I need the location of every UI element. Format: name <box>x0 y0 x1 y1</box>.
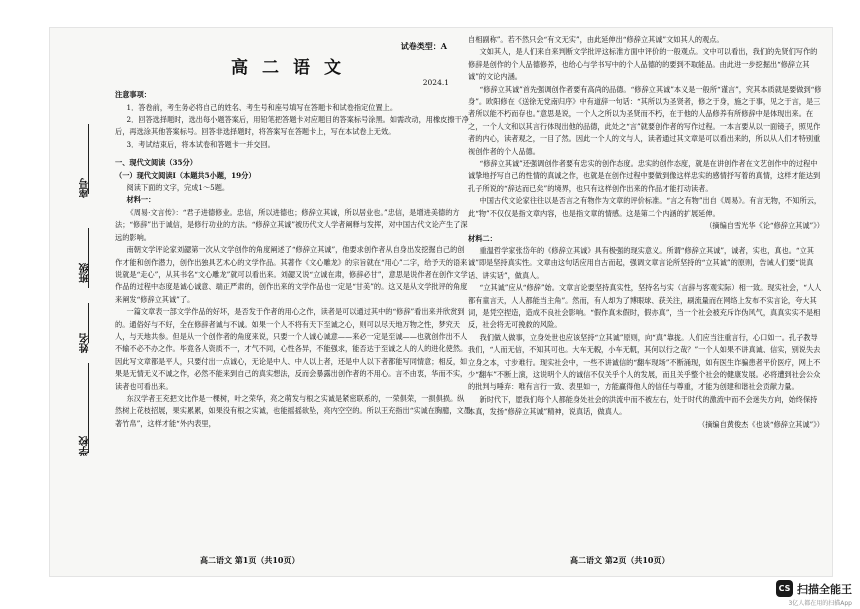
paragraph: 东汉学者王充把文比作是一棵树，叶之荣华，亮之萌发与根之实诚是紧密联系的，一荣俱荣，一损俱损。纵然树上花枝招展，果实累累，如果没有根之实诚，也能摇摇欲坠，亮内空空的。所以王充指出“实诚在胸臆，文墨著竹帛”，这样才能“外内表里， <box>115 393 471 428</box>
paragraph: 自相副称”。若不然只会“有文无实”，由此延伸出“修辞立其诚”文如其人的观点。 <box>468 35 724 44</box>
paper-type: 试卷类型：A <box>400 41 447 51</box>
exam-sheet <box>50 28 832 576</box>
camscanner-logo-icon: CS <box>776 580 793 597</box>
page-footer-left: 高二语文 第1页（共10页） <box>200 555 300 565</box>
class-label: 班级 <box>80 263 91 283</box>
instruction: 阅读下面的文字，完成1～5题。 <box>126 183 230 193</box>
paragraph: 重温哲学家张岱年的《修辞立其诚》具有极强的现实意义。所谓“修辞立其诚”，诚者，实也，真也。“立其诚”即是坚持真实性。文章由这句话应用自古而起，强调文章言论所坚持的“立其诚”的原则，告诫人们要“说真话、讲实话”，做真人。 <box>468 245 814 280</box>
paragraph: “立其诚”应从“修辞”始。文章言论要坚持真实性，坚持名与实（言辞与客观实际）相一致。现实社会，“人人都有童言天，人人都能当主角”。然而，有人却为了博眼球、获关注，刷流量而在网络上发布不实言论，夸大其词，是凭空捏造，造成不良社会影响。“假作真未假时，假亦真”，当一个社会被充斥诈伪风气，真真实实不是相反，社会将无可挽救的风险。 <box>468 283 822 330</box>
right-page <box>468 34 824 431</box>
source-citation-2: （摘编自黄俊杰《也谈“修辞立其诚”》） <box>698 419 824 429</box>
notice-1: 1．答卷前，考生务必将自己的姓名、考生号和座号填写在答题卡和试卷指定位置上。 <box>126 102 398 112</box>
exam-date: 2024.1 <box>422 77 449 87</box>
subsection-heading: （一）现代文阅读Ⅰ（本题共5小题，19分） <box>115 170 256 180</box>
paragraph: 南朝文学评论家刘勰第一次从文学创作的角度阐述了“修辞立其诚”，他要求创作者从自身出发挖掘自己的创作才能和创作潜力，创作出独具艺术心的文学作品。其著作《文心雕龙》的宗旨就在“用心”二字，给予天的语来说就是“走心”，从其书名“文心雕龙”就可以看出来。刘勰又说“立诚在肃，修辞必甘”，意思是说作者在创作文学作品的过程中态度是诚心诚意、端正严肃的，创作出来的文学作品也一定是“甘美”的。这又是从文学批评的角度来阐发“修辞立其诚”了。 <box>115 245 468 304</box>
seat-label: 座号 <box>80 178 91 198</box>
binding-margin <box>60 28 120 576</box>
notice-3: 3．考试结束后，将本试卷和答题卡一并交回。 <box>126 139 275 149</box>
left-page <box>115 34 471 430</box>
scanner-watermark <box>776 580 852 597</box>
source-citation-1: （摘编自雪光华《论“修辞立其诚”》） <box>705 221 824 231</box>
exam-title: 高二语文 <box>231 58 355 79</box>
material-1-label: 材料一： <box>126 195 156 205</box>
watermark-brand: 扫描全能王 <box>797 582 852 596</box>
notice-2: 2．回答选择题时，选出每小题答案后，用铅笔把答题卡对应题目的答案标号涂黑。如需改动，用橡皮擦干净后，再选涂其他答案标号。回答非选择题时，将答案写在答题卡上，写在本试卷上无效。 <box>115 115 469 137</box>
material-2-label: 材料二： <box>468 233 497 243</box>
paragraph: 《周易·文言传》：“君子进德修业。忠信，所以进德也；修辞立其诚，所以居业也。”忠信，是增进美德的方法；“修辞”出于诚信，是修行功业的方法。“修辞立其诚”被历代文人学者阐释与发挥，对中国古代文论产生了深远的影响。 <box>115 207 468 242</box>
school-label: 学校 <box>80 436 91 456</box>
paragraph: 我们做人做事，立身处世也应该坚持“立其诚”原则，向“真”靠拢。人们应当注重言行，心口如一。孔子教导我们，“人而无信，不知其可也。大车无輗，小车无軏，其何以行之哉？”一个人如果不讲真诚、信实，别说失去立身之本，寸步难行。现实社会中，一些不讲诚信的“翻车现场”不断涌现，如有医生诈骗患者平价医疗，网上不少“翻车”不断上演，这说明个人的诚信不仅关乎个人的发展，而且关乎整个社会的健康发展。必将遭到社会公众的批判与唾弃：唯有言行一致、表里如一，方能赢得他人的信任与尊重，才能为创建和谐社会贡献力量。 <box>468 332 821 392</box>
watermark-subtitle: 3亿人都在用的扫描App <box>788 600 852 607</box>
paragraph: 文如其人，是人们来自来判断文学批评这标准方面中评价的一般观点。文中可以看出，我们的先贤们写作的修辞是创作的个人品德修养，也给心与学书写中的个人品德的的要到不取能品。由此进一步挖掘出“修辞立其诚”的文论内涵。 <box>468 47 818 82</box>
paragraph: 中国古代文论家往往以是否言之有物作为文章的评价标准。“言之有物”出自《周易》。有言无物，不知所云，此“物”不仅仅是指文章内容，也是指文章的情感。这是第二个内涵的扩展延伸。 <box>468 196 822 218</box>
notice-heading: 注意事项： <box>115 90 151 100</box>
paragraph: “修辞立其诚”首先强调创作者要有高尚的品德。“修辞立其诚”本义是一般所“谨言”，究其本质就是要做到“修身”。欧阳修在《送徐无党南归序》中有道辞一句话：“其所以为圣贤者，修之于身，施之于事，见之于言，是三者所以能不朽而存也。”意思是说，一个人之所以为圣贤而不朽，在于他的人品修养有所修辞中是体现出来。在之，一个人文和以其言行体现出他的品德，此处之“言”就要创作者的写作过程。一本言要从以一面镜子，照见作者的内心，读者观之，一目了然。因此一个人的文与人，读者通过其文章是可以看出来的，所以从人们才特别重视创作者的个人品德。 <box>468 84 822 156</box>
name-label: 姓名 <box>80 333 91 353</box>
paragraph: “修辞立其诚”还强调创作者要有忠实的创作态度。忠实的创作态度，就是在讲创作者在文艺创作中的过程中诚挚地抒写自己的性情的真诚之作，也就是在创作过程中要做到像这样忠实的感情抒写着的真情，这样才能达到孔子所说的“辞达而已矣”的境界，也只有这样创作出来的作品才能打动读者。 <box>468 159 821 193</box>
paragraph: 新时代下，愿我们每个人都能身处社会的洪流中而不被左右，处于时代的激流中而不会迷失方向，始终保持本真，发扬“修辞立其诚”精神，说真话，做真人。 <box>468 394 818 417</box>
section-heading: 一、现代文阅读（35分） <box>115 158 197 168</box>
page-footer-right: 高二语文 第2页（共10页） <box>570 555 670 565</box>
paragraph: 一篇文章表一部文学作品的好坏，是否发于作者的用心之作，读者是可以通过其中的“修辞”看出来并欣赏到的。通俗好与不好，全在修辞者诚与不诚。如果一个人不将有天下至诚之心，则可以尽天地万物之性，梦究天人，与天地共参。但是从一个创作者的角度来说，只要一个人诚心诚意——来必一定是至诚——也就创作出不人不输不必不办之作。毕竟各人资质不一，才气不同，心性各异，不能强求，能否达于至诚之人的人的进化使然。因此写文章都是平人，只要付出一点诚心，无论是中人、中人以上者，还是中人以下者都能写同情意；相反，如果是无情无义不诚之作，必然不能来到自己的真实想法，反而会暴露出创作者的不用心。言不由衷，华而不实，读者也可看出来。 <box>115 307 468 391</box>
